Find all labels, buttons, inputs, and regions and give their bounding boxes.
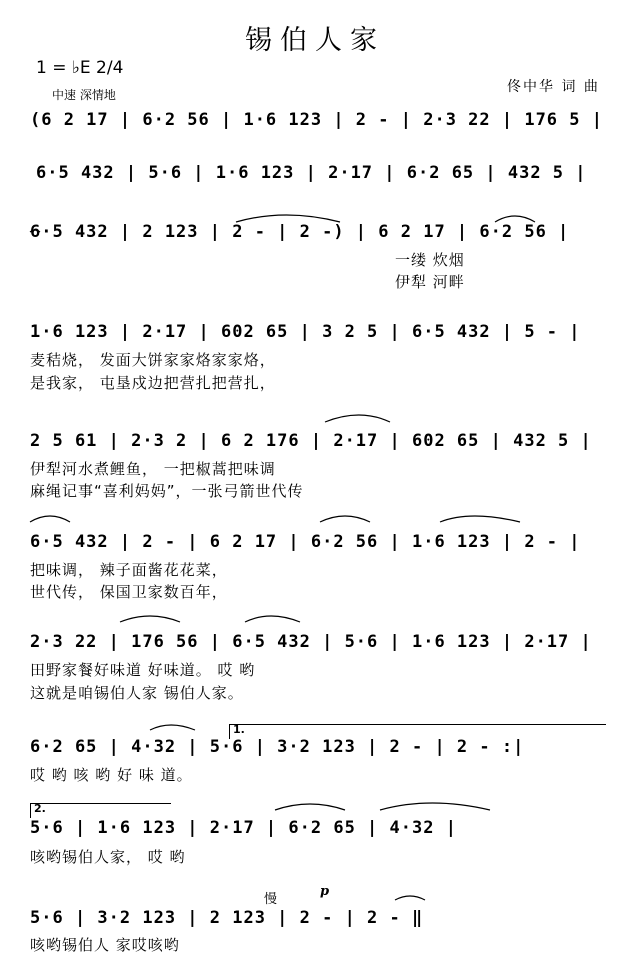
dynamic-mark: p xyxy=(320,884,330,899)
song-title: 锡伯人家 xyxy=(245,25,385,56)
slur-arc xyxy=(440,516,520,522)
composer-credit: 佟中华 词 曲 xyxy=(507,79,600,95)
slur-arc xyxy=(380,803,490,810)
volta-label: 2. xyxy=(34,802,46,815)
notation-row: (6 2 17 | 6·2 56 | 1·6 123 | 2 - | 2·3 22 | 176 5 | xyxy=(30,110,603,130)
slur-arc xyxy=(395,896,425,900)
slur-arc xyxy=(275,804,345,810)
lyric-line: 是我家， 屯垦戍边把营扎把营扎， xyxy=(30,374,276,392)
lyric-line: 麻绳记事“喜利妈妈”，一张弓箭世代传 xyxy=(30,482,304,500)
notation-row: 5·6 | 1·6 123 | 2·17 | 6·2 65 | 4·32 | xyxy=(30,818,457,838)
slur-arc xyxy=(120,616,180,622)
slur-arc xyxy=(495,216,535,222)
lyric-line: 把味调， 辣子面酱花花菜， xyxy=(30,561,228,579)
lyric-line: 伊犁河水煮鲤鱼， 一把椒蒿把味调 xyxy=(30,460,276,478)
notation-row: 6·5 432 | 2 123 | 2 - | 2 -) | 6 2 17 | 6·2 56 | xyxy=(30,222,570,242)
tempo-marking: 中速 深情地 xyxy=(52,88,116,102)
volta-label: 1. xyxy=(233,723,245,736)
notation-row: 5·6 | 3·2 123 | 2 123 | 2 - | 2 - ‖ xyxy=(30,908,424,928)
slur-arc xyxy=(325,415,390,422)
slur-arc xyxy=(30,516,70,522)
lyric-line: 世代传， 保国卫家数百年， xyxy=(30,583,228,601)
lyric-line: 咳哟锡伯人家， 哎 哟 xyxy=(30,848,186,866)
lyric-line: 田野家餐好味道 好味道。 哎 哟 xyxy=(30,661,256,679)
notation-row: 6·5 432 | 5·6 | 1·6 123 | 2·17 | 6·2 65 | 432 5 | xyxy=(36,163,587,183)
lyric-line: 哎 哟 咳 哟 好 味 道。 xyxy=(30,766,193,784)
lyric-line: 咳哟锡伯人 家哎咳哟 xyxy=(30,936,180,954)
notation-row: 6·2 65 | 4·32 | 5·6 | 3·2 123 | 2 - | 2 - :| xyxy=(30,737,525,757)
slur-arc xyxy=(320,516,370,522)
key-signature: 1 = ♭E 2/4 xyxy=(36,58,124,78)
lyric-line: 麦秸烧， 发面大饼家家烙家家烙， xyxy=(30,351,276,369)
tie-arc xyxy=(236,215,340,222)
tie-arc xyxy=(30,230,40,232)
notation-row: 6·5 432 | 2 - | 6 2 17 | 6·2 56 | 1·6 123 | 2 - | xyxy=(30,532,581,552)
lyric-line: 伊犁 河畔 xyxy=(395,273,465,291)
notation-row: 1·6 123 | 2·17 | 602 65 | 3 2 5 | 6·5 432 | 5 - | xyxy=(30,322,581,342)
notation-row: 2·3 22 | 176 56 | 6·5 432 | 5·6 | 1·6 123 | 2·17 | xyxy=(30,632,592,652)
tempo-change-mark: 慢 xyxy=(264,892,278,907)
notation-row: 2 5 61 | 2·3 2 | 6 2 176 | 2·17 | 602 65 | 432 5 | xyxy=(30,431,592,451)
lyric-line: 一缕 炊烟 xyxy=(395,251,465,269)
lyric-line: 这就是咱锡伯人家 锡伯人家。 xyxy=(30,684,244,702)
slur-arc xyxy=(150,725,195,730)
slur-arc xyxy=(245,616,300,622)
